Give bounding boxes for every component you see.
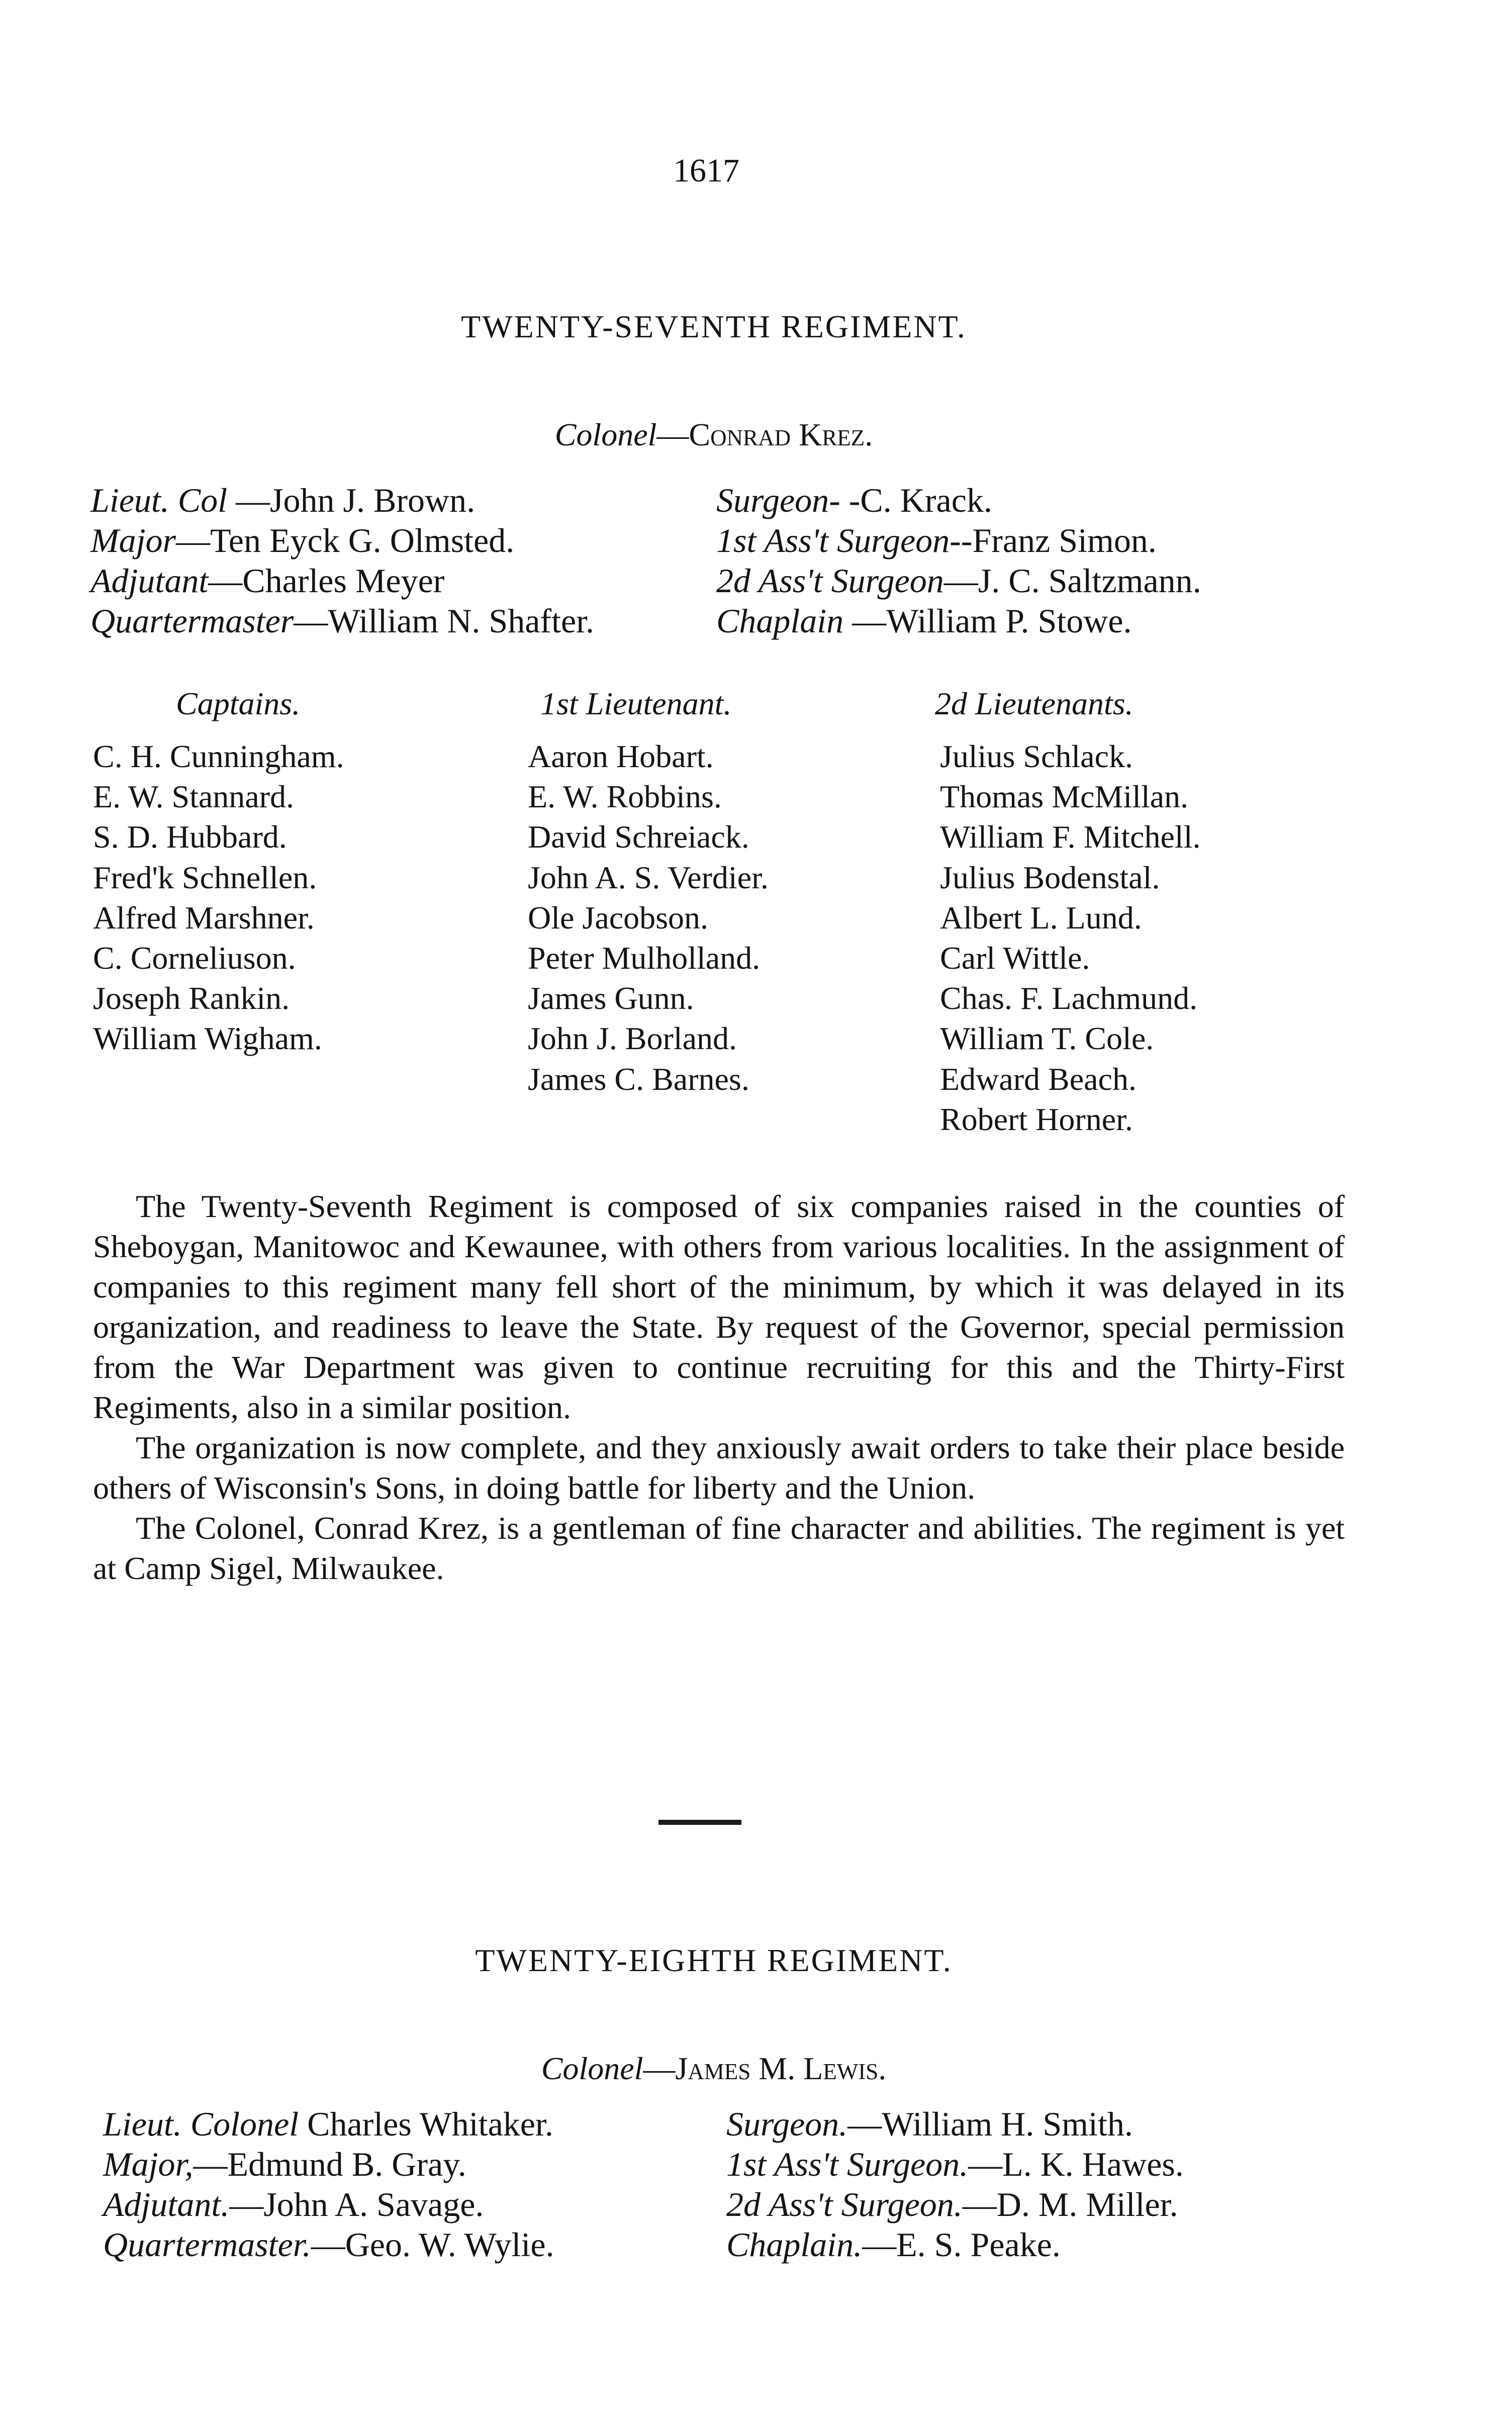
list-item: Carl Wittle. — [940, 940, 1090, 976]
staff-role: 2d Ass't Surgeon. — [726, 2185, 963, 2223]
staff-name: —Charles Meyer — [208, 562, 445, 600]
staff-role: Lieut. Colonel — [103, 2105, 299, 2143]
list-item: Edward Beach. — [940, 1061, 1137, 1097]
staff-name: —William N. Shafter. — [294, 602, 595, 640]
list-item: William T. Cole. — [940, 1020, 1154, 1057]
list-item: Joseph Rankin. — [93, 980, 290, 1016]
list-item: C. H. Cunningham. — [93, 738, 344, 774]
staff-role: Chaplain. — [726, 2225, 863, 2264]
regiment-28-staff-left — [103, 2104, 554, 2265]
staff-entry — [716, 561, 1201, 601]
staff-name: —Geo. W. Wylie. — [311, 2225, 554, 2264]
staff-entry — [90, 561, 594, 601]
staff-entry — [103, 2184, 554, 2224]
regiment-27-title: TWENTY-SEVENTH REGIMENT. — [461, 309, 967, 344]
staff-role: Lieut. Col — [90, 481, 228, 519]
list-item: James Gunn. — [528, 980, 694, 1016]
list-item: Peter Mulholland. — [528, 940, 761, 976]
paragraph: The Twenty-Seventh Regiment is composed of six companies raised in the counties of Sheboygan, Manitowoc and Kewaunee, with others from various localities. In the assignment of companies to this regiment many fell short of the minimum, by which it was delayed in its organization, and readiness to leave the State. By request of the Governor, special permission from the War Department was given to continue recruiting for this and the Thirty-First Regiments, also in a similar position. — [93, 1188, 1345, 1425]
list-item: C. Corneliuson. — [93, 940, 296, 976]
staff-role: Major — [90, 521, 176, 560]
staff-name: —William P. Stowe. — [843, 602, 1132, 640]
staff-role: Quartermaster. — [103, 2225, 311, 2264]
regiment-27-staff-right — [716, 480, 1201, 601]
staff-entry — [716, 601, 1132, 641]
colonel-name: —Conrad Krez. — [656, 417, 873, 452]
list-item: Alfred Marshner. — [93, 899, 315, 936]
staff-name: —Edmund B. Gray. — [193, 2145, 466, 2183]
staff-name: Charles Whitaker. — [299, 2105, 553, 2143]
list-item: Julius Bodenstal. — [940, 859, 1160, 895]
list-item: Julius Schlack. — [940, 738, 1133, 774]
captains-list — [93, 736, 344, 1059]
list-item: James C. Barnes. — [528, 1061, 749, 1097]
second-lieutenants-header: 2d Lieutenants. — [935, 686, 1133, 721]
list-item: E. W. Stannard. — [93, 779, 294, 815]
staff-name: —John A. Savage. — [229, 2185, 484, 2223]
list-item: Thomas McMillan. — [940, 779, 1189, 815]
staff-entry — [103, 2224, 554, 2265]
regiment-27-staff-left — [90, 480, 594, 641]
regiment-27-narrative — [93, 1186, 1345, 1589]
first-lieutenants-header: 1st Lieutenant. — [540, 686, 732, 721]
staff-role: Surgeon. — [726, 2105, 848, 2143]
staff-entry — [716, 520, 1201, 561]
first-lieutenants-list — [528, 736, 769, 1099]
regiment-28-title: TWENTY-EIGHTH REGIMENT. — [475, 1942, 953, 1978]
list-item: E. W. Robbins. — [528, 779, 722, 815]
page-number: 1617 — [673, 152, 739, 189]
staff-name: —William H. Smith. — [847, 2105, 1133, 2143]
list-item: S. D. Hubbard. — [93, 819, 287, 855]
colonel-name: —James M. Lewis. — [643, 2051, 887, 2086]
regiment-28-colonel-line — [0, 2049, 1428, 2089]
staff-role: 1st Ass't Surgeon — [716, 521, 950, 560]
list-item: Chas. F. Lachmund. — [940, 980, 1198, 1016]
list-item: Aaron Hobart. — [528, 738, 714, 774]
staff-entry — [726, 2144, 1184, 2184]
colonel-role: Colonel — [554, 417, 657, 452]
list-item: David Schreiack. — [528, 819, 749, 855]
section-divider — [658, 1820, 741, 1825]
staff-role: 2d Ass't Surgeon — [716, 562, 944, 600]
regiment-28-staff-right — [726, 2104, 1184, 2265]
staff-entry — [726, 2184, 1184, 2224]
regiment-27-colonel-line — [0, 415, 1428, 455]
list-item: William Wigham. — [93, 1020, 322, 1057]
regiment-27-staff-right-chaplain — [716, 601, 1132, 641]
staff-role: 1st Ass't Surgeon. — [726, 2145, 969, 2183]
staff-role: Adjutant. — [103, 2185, 230, 2223]
list-item: John A. S. Verdier. — [528, 859, 769, 895]
staff-name: —D. M. Miller. — [962, 2185, 1178, 2223]
staff-entry — [103, 2104, 554, 2144]
staff-entry — [726, 2224, 1184, 2265]
staff-name: -C. Krack. — [840, 481, 992, 519]
list-item: Albert L. Lund. — [940, 899, 1142, 936]
staff-name: —John J. Brown. — [227, 481, 476, 519]
staff-role: Chaplain — [716, 602, 844, 640]
list-item: John J. Borland. — [528, 1020, 737, 1057]
staff-entry — [90, 601, 594, 641]
second-lieutenants-list — [940, 736, 1200, 1140]
staff-entry — [90, 480, 594, 520]
paragraph: The Colonel, Conrad Krez, is a gentleman of fine character and abilities. The regiment is yet at Camp Sigel, Milwaukee. — [93, 1510, 1345, 1586]
staff-role: Surgeon- — [716, 481, 840, 519]
staff-name: —Ten Eyck G. Olmsted. — [176, 521, 515, 560]
staff-name: —L. K. Hawes. — [968, 2145, 1184, 2183]
captains-header: Captains. — [176, 686, 301, 721]
list-item: William F. Mitchell. — [940, 819, 1201, 855]
staff-entry — [716, 480, 1201, 520]
staff-name: --Franz Simon. — [950, 521, 1157, 560]
list-item: Fred'k Schnellen. — [93, 859, 317, 895]
staff-role: Major, — [103, 2145, 194, 2183]
staff-entry — [103, 2144, 554, 2184]
staff-name: —E. S. Peake. — [862, 2225, 1061, 2264]
staff-role: Adjutant — [90, 562, 209, 600]
list-item: Robert Horner. — [940, 1101, 1133, 1137]
staff-role: Quartermaster — [90, 602, 294, 640]
staff-name: —J. C. Saltzmann. — [943, 562, 1201, 600]
paragraph: The organization is now complete, and they anxiously await orders to take their place beside others of Wisconsin's Sons, in doing battle for liberty and the Union. — [93, 1430, 1345, 1506]
staff-entry — [726, 2104, 1184, 2144]
colonel-role: Colonel — [541, 2051, 643, 2086]
staff-entry — [90, 520, 594, 561]
list-item: Ole Jacobson. — [528, 899, 709, 936]
